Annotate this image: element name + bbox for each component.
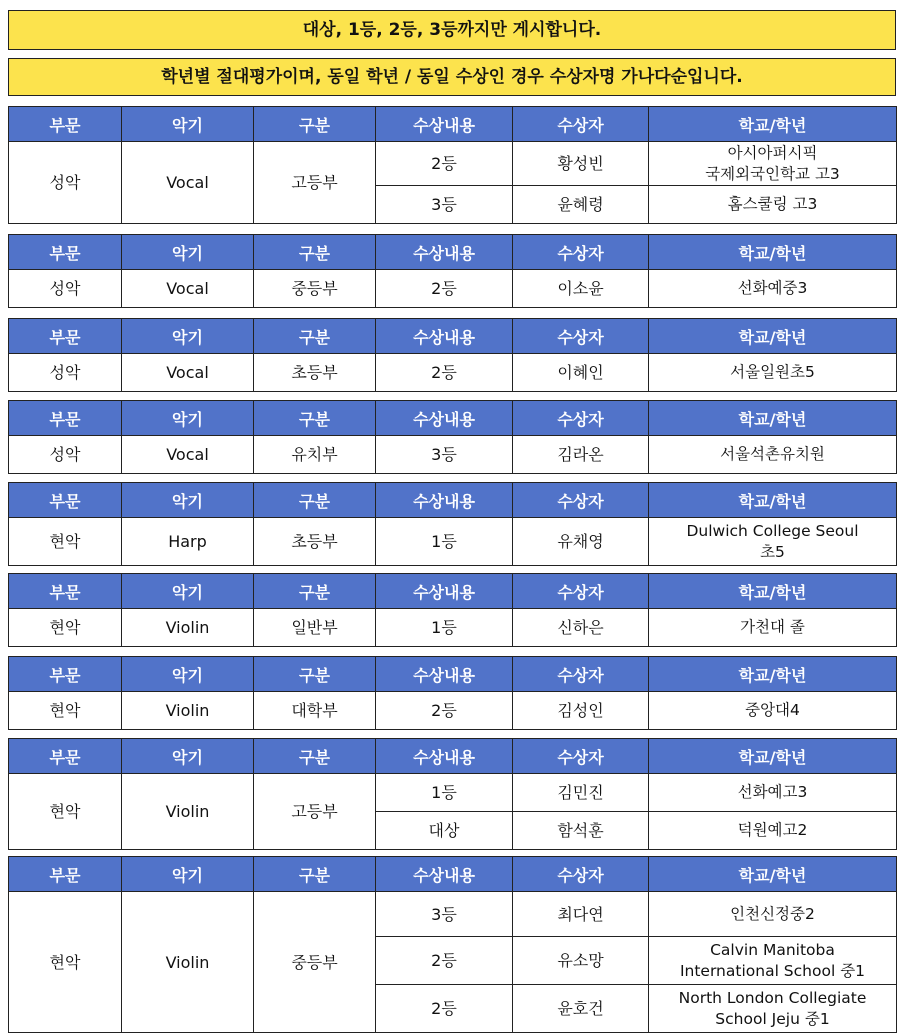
column-header-division: 부문	[9, 574, 122, 609]
school-cell: 인천신정중2	[649, 892, 897, 937]
category-cell: 초등부	[254, 518, 376, 566]
school-cell: 홈스쿨링 고3	[649, 186, 897, 224]
column-header-school: 학교/학년	[649, 574, 897, 609]
column-header-category: 구분	[254, 857, 376, 892]
column-header-category: 구분	[254, 574, 376, 609]
award-cell: 2등	[376, 354, 513, 392]
award-cell: 1등	[376, 774, 513, 812]
award-cell: 2등	[376, 270, 513, 308]
name-cell: 김성인	[513, 692, 649, 730]
column-header-instrument: 악기	[122, 401, 254, 436]
division-cell: 성악	[9, 270, 122, 308]
instrument-cell: Vocal	[122, 270, 254, 308]
column-header-instrument: 악기	[122, 574, 254, 609]
name-cell: 최다연	[513, 892, 649, 937]
column-header-category: 구분	[254, 235, 376, 270]
column-header-name: 수상자	[513, 739, 649, 774]
name-cell: 이혜인	[513, 354, 649, 392]
category-cell: 고등부	[254, 774, 376, 850]
instrument-cell: Vocal	[122, 142, 254, 224]
column-header-name: 수상자	[513, 319, 649, 354]
table-row	[9, 270, 897, 308]
result-table	[8, 656, 897, 730]
column-header-name: 수상자	[513, 107, 649, 142]
column-header-school: 학교/학년	[649, 739, 897, 774]
column-header-instrument: 악기	[122, 319, 254, 354]
instrument-cell: Violin	[122, 692, 254, 730]
school-cell: 서울석촌유치원	[649, 436, 897, 474]
category-cell: 고등부	[254, 142, 376, 224]
column-header-category: 구분	[254, 107, 376, 142]
name-cell: 윤호건	[513, 985, 649, 1033]
table-row	[9, 892, 897, 937]
column-header-award: 수상내용	[376, 235, 513, 270]
column-header-division: 부문	[9, 657, 122, 692]
table-row	[9, 609, 897, 647]
school-cell: 선화예고3	[649, 774, 897, 812]
column-header-division: 부문	[9, 107, 122, 142]
division-cell: 현악	[9, 609, 122, 647]
category-cell: 유치부	[254, 436, 376, 474]
result-table	[8, 738, 897, 850]
column-header-name: 수상자	[513, 574, 649, 609]
column-header-instrument: 악기	[122, 107, 254, 142]
column-header-division: 부문	[9, 235, 122, 270]
table-header-row	[9, 739, 897, 774]
instrument-cell: Harp	[122, 518, 254, 566]
column-header-category: 구분	[254, 319, 376, 354]
name-cell: 이소윤	[513, 270, 649, 308]
award-cell: 3등	[376, 436, 513, 474]
division-cell: 현악	[9, 692, 122, 730]
result-table	[8, 234, 897, 308]
column-header-name: 수상자	[513, 657, 649, 692]
school-cell: Dulwich College Seoul 초5	[649, 518, 897, 566]
instrument-cell: Violin	[122, 774, 254, 850]
division-cell: 성악	[9, 142, 122, 224]
column-header-category: 구분	[254, 739, 376, 774]
result-table	[8, 400, 897, 474]
column-header-award: 수상내용	[376, 401, 513, 436]
column-header-school: 학교/학년	[649, 319, 897, 354]
division-cell: 성악	[9, 354, 122, 392]
column-header-school: 학교/학년	[649, 235, 897, 270]
division-cell: 성악	[9, 436, 122, 474]
category-cell: 중등부	[254, 892, 376, 1033]
award-cell: 2등	[376, 985, 513, 1033]
name-cell: 유소망	[513, 937, 649, 985]
name-cell: 김라온	[513, 436, 649, 474]
category-cell: 중등부	[254, 270, 376, 308]
result-table	[8, 856, 897, 1033]
column-header-division: 부문	[9, 483, 122, 518]
notice-banner-ranking: 학년별 절대평가이며, 동일 학년 / 동일 수상인 경우 수상자명 가나다순입니다.	[8, 58, 896, 96]
column-header-instrument: 악기	[122, 739, 254, 774]
column-header-name: 수상자	[513, 483, 649, 518]
award-cell: 3등	[376, 892, 513, 937]
table-header-row	[9, 857, 897, 892]
division-cell: 현악	[9, 518, 122, 566]
column-header-school: 학교/학년	[649, 483, 897, 518]
result-table	[8, 318, 897, 392]
column-header-instrument: 악기	[122, 857, 254, 892]
award-cell: 대상	[376, 812, 513, 850]
column-header-school: 학교/학년	[649, 657, 897, 692]
category-cell: 초등부	[254, 354, 376, 392]
school-cell: 중앙대4	[649, 692, 897, 730]
table-row	[9, 436, 897, 474]
table-header-row	[9, 107, 897, 142]
column-header-instrument: 악기	[122, 657, 254, 692]
column-header-name: 수상자	[513, 235, 649, 270]
award-cell: 2등	[376, 692, 513, 730]
table-row	[9, 692, 897, 730]
division-cell: 현악	[9, 774, 122, 850]
column-header-school: 학교/학년	[649, 401, 897, 436]
column-header-instrument: 악기	[122, 483, 254, 518]
column-header-division: 부문	[9, 401, 122, 436]
table-header-row	[9, 319, 897, 354]
notice-banner-awards: 대상, 1등, 2등, 3등까지만 게시합니다.	[8, 10, 896, 50]
category-cell: 일반부	[254, 609, 376, 647]
school-cell: Calvin Manitoba International School 중1	[649, 937, 897, 985]
award-cell: 2등	[376, 937, 513, 985]
division-cell: 현악	[9, 892, 122, 1033]
name-cell: 유채영	[513, 518, 649, 566]
column-header-award: 수상내용	[376, 857, 513, 892]
column-header-category: 구분	[254, 657, 376, 692]
instrument-cell: Vocal	[122, 354, 254, 392]
table-header-row	[9, 483, 897, 518]
instrument-cell: Vocal	[122, 436, 254, 474]
school-cell: 덕원예고2	[649, 812, 897, 850]
table-row	[9, 518, 897, 566]
name-cell: 황성빈	[513, 142, 649, 186]
column-header-division: 부문	[9, 739, 122, 774]
column-header-award: 수상내용	[376, 739, 513, 774]
column-header-name: 수상자	[513, 401, 649, 436]
name-cell: 김민진	[513, 774, 649, 812]
column-header-award: 수상내용	[376, 319, 513, 354]
award-cell: 2등	[376, 142, 513, 186]
table-row	[9, 142, 897, 186]
instrument-cell: Violin	[122, 892, 254, 1033]
school-cell: North London Collegiate School Jeju 중1	[649, 985, 897, 1033]
name-cell: 함석훈	[513, 812, 649, 850]
table-header-row	[9, 657, 897, 692]
column-header-school: 학교/학년	[649, 857, 897, 892]
award-cell: 1등	[376, 609, 513, 647]
award-cell: 3등	[376, 186, 513, 224]
name-cell: 윤혜령	[513, 186, 649, 224]
result-table	[8, 106, 897, 224]
column-header-award: 수상내용	[376, 483, 513, 518]
column-header-name: 수상자	[513, 857, 649, 892]
table-header-row	[9, 574, 897, 609]
column-header-division: 부문	[9, 857, 122, 892]
instrument-cell: Violin	[122, 609, 254, 647]
column-header-award: 수상내용	[376, 107, 513, 142]
column-header-school: 학교/학년	[649, 107, 897, 142]
table-header-row	[9, 401, 897, 436]
table-header-row	[9, 235, 897, 270]
table-row	[9, 774, 897, 812]
school-cell: 선화예중3	[649, 270, 897, 308]
result-table	[8, 482, 897, 566]
column-header-award: 수상내용	[376, 574, 513, 609]
school-cell: 아시아퍼시픽 국제외국인학교 고3	[649, 142, 897, 186]
school-cell: 서울일원초5	[649, 354, 897, 392]
column-header-instrument: 악기	[122, 235, 254, 270]
school-cell: 가천대 졸	[649, 609, 897, 647]
column-header-category: 구분	[254, 401, 376, 436]
award-cell: 1등	[376, 518, 513, 566]
column-header-division: 부문	[9, 319, 122, 354]
result-table	[8, 573, 897, 647]
name-cell: 신하은	[513, 609, 649, 647]
table-row	[9, 354, 897, 392]
category-cell: 대학부	[254, 692, 376, 730]
column-header-award: 수상내용	[376, 657, 513, 692]
column-header-category: 구분	[254, 483, 376, 518]
